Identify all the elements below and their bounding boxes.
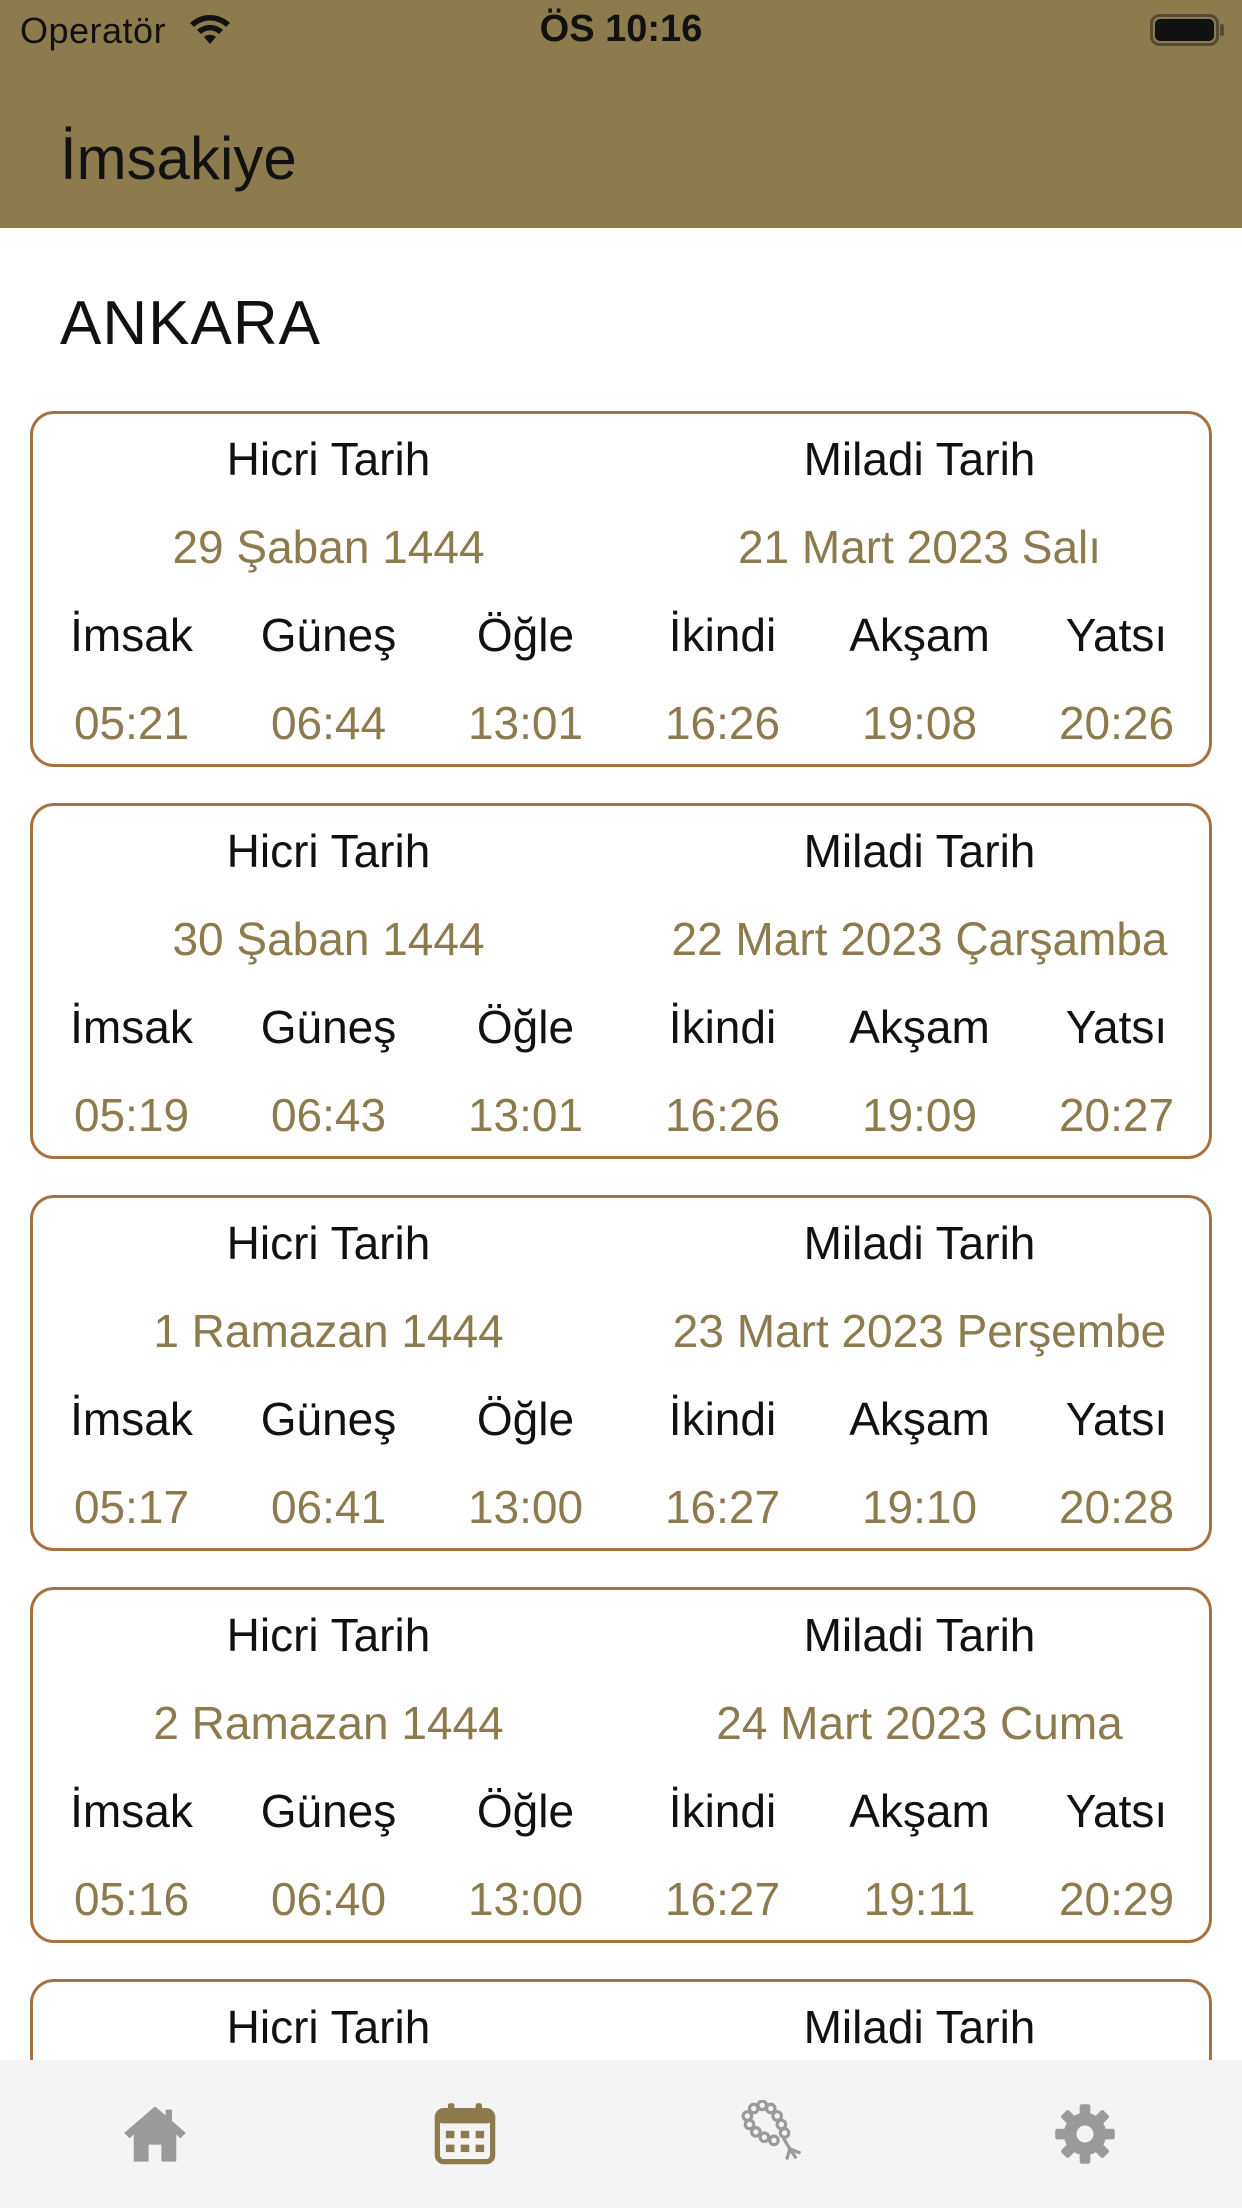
miladi-date: 21 Mart 2023 Salı: [737, 521, 1102, 573]
yatsi-label: Yatsı: [1065, 1393, 1168, 1445]
ikindi-label: İkindi: [668, 609, 777, 661]
yatsi-label: Yatsı: [1065, 609, 1168, 661]
day-cards: [30, 411, 1212, 2060]
hicri-label: Hicri Tarih: [226, 1217, 431, 1269]
battery-icon: [1150, 14, 1226, 46]
navigation-bar: [0, 62, 1242, 228]
aksam-label: Akşam: [849, 609, 990, 661]
aksam-label: Akşam: [849, 1393, 990, 1445]
status-time: ÖS 10:16: [539, 8, 703, 50]
gear-icon: [1051, 2100, 1119, 2168]
hicri-date: 2 Ramazan 1444: [153, 1697, 504, 1749]
miladi-date: 23 Mart 2023 Perşembe: [672, 1305, 1167, 1357]
prayer-times: [33, 1480, 1215, 1534]
ogle-label: Öğle: [476, 1001, 575, 1053]
prayer-names: [33, 1784, 1215, 1838]
day-card: [30, 411, 1212, 767]
prayer-times: [33, 1088, 1215, 1142]
ogle-time: 13:00: [467, 1481, 584, 1533]
miladi-label: Miladi Tarih: [803, 1217, 1036, 1269]
hicri-date: 1 Ramazan 1444: [153, 1305, 504, 1357]
hicri-label: Hicri Tarih: [226, 1609, 431, 1661]
ogle-label: Öğle: [476, 1785, 575, 1837]
tab-settings[interactable]: [930, 2060, 1240, 2208]
miladi-label: Miladi Tarih: [803, 2001, 1036, 2053]
ogle-label: Öğle: [476, 609, 575, 661]
yatsi-time: 20:29: [1058, 1873, 1175, 1925]
gunes-label: Güneş: [260, 1393, 397, 1445]
tab-imsakiye[interactable]: [310, 2060, 620, 2208]
yatsi-time: 20:27: [1058, 1089, 1175, 1141]
imsak-time: 05:21: [73, 697, 190, 749]
day-card-partial: [30, 1979, 1212, 2060]
prayer-beads-icon: [741, 2100, 809, 2168]
tab-home[interactable]: [0, 2060, 310, 2208]
gunes-time: 06:44: [270, 697, 387, 749]
day-card: [30, 1195, 1212, 1551]
ogle-label: Öğle: [476, 1393, 575, 1445]
ikindi-time: 16:26: [664, 697, 781, 749]
hicri-date: 30 Şaban 1444: [172, 913, 485, 965]
gunes-time: 06:43: [270, 1089, 387, 1141]
yatsi-time: 20:26: [1058, 697, 1175, 749]
ogle-time: 13:00: [467, 1873, 584, 1925]
aksam-time: 19:08: [861, 697, 978, 749]
miladi-date: 24 Mart 2023 Cuma: [716, 1697, 1123, 1749]
yatsi-label: Yatsı: [1065, 1785, 1168, 1837]
gunes-label: Güneş: [260, 609, 397, 661]
yatsi-time: 20:28: [1058, 1481, 1175, 1533]
status-bar: [0, 0, 1242, 62]
ogle-time: 13:01: [467, 1089, 584, 1141]
imsak-label: İmsak: [70, 1785, 193, 1837]
day-card: [30, 1587, 1212, 1943]
miladi-label: Miladi Tarih: [803, 1609, 1036, 1661]
gunes-label: Güneş: [260, 1001, 397, 1053]
page-title: İmsakiye: [60, 125, 297, 192]
ikindi-time: 16:27: [664, 1873, 781, 1925]
imsak-label: İmsak: [70, 1393, 193, 1445]
prayer-names: [33, 1000, 1215, 1054]
hicri-label: Hicri Tarih: [226, 2001, 431, 2053]
hicri-label: Hicri Tarih: [226, 825, 431, 877]
tab-tesbih[interactable]: [620, 2060, 930, 2208]
home-icon: [121, 2100, 189, 2168]
yatsi-label: Yatsı: [1065, 1001, 1168, 1053]
imsak-time: 05:17: [73, 1481, 190, 1533]
gunes-time: 06:40: [270, 1873, 387, 1925]
ikindi-time: 16:26: [664, 1089, 781, 1141]
imsakiye-list[interactable]: [0, 228, 1242, 2060]
aksam-time: 19:09: [861, 1089, 978, 1141]
aksam-label: Akşam: [849, 1001, 990, 1053]
hicri-label: Hicri Tarih: [226, 433, 431, 485]
tab-bar: [0, 2060, 1242, 2208]
status-carrier: Operatör: [20, 10, 167, 51]
calendar-icon: [431, 2100, 499, 2168]
ikindi-label: İkindi: [668, 1393, 777, 1445]
aksam-time: 19:10: [861, 1481, 978, 1533]
aksam-time: 19:11: [863, 1873, 976, 1925]
ikindi-label: İkindi: [668, 1001, 777, 1053]
imsak-label: İmsak: [70, 609, 193, 661]
imsak-time: 05:19: [73, 1089, 190, 1141]
day-card: [30, 803, 1212, 1159]
city-name: ANKARA: [60, 289, 321, 358]
hicri-date: 29 Şaban 1444: [172, 521, 485, 573]
miladi-date: 22 Mart 2023 Çarşamba: [671, 913, 1168, 965]
ikindi-label: İkindi: [668, 1785, 777, 1837]
imsak-time: 05:16: [73, 1873, 190, 1925]
ikindi-time: 16:27: [664, 1481, 781, 1533]
gunes-label: Güneş: [260, 1785, 397, 1837]
prayer-times: [33, 1872, 1215, 1926]
miladi-label: Miladi Tarih: [803, 433, 1036, 485]
aksam-label: Akşam: [849, 1785, 990, 1837]
prayer-times: [33, 696, 1215, 750]
miladi-label: Miladi Tarih: [803, 825, 1036, 877]
prayer-names: [33, 608, 1215, 662]
gunes-time: 06:41: [270, 1481, 387, 1533]
prayer-names: [33, 1392, 1215, 1446]
imsak-label: İmsak: [70, 1001, 193, 1053]
ogle-time: 13:01: [467, 697, 584, 749]
